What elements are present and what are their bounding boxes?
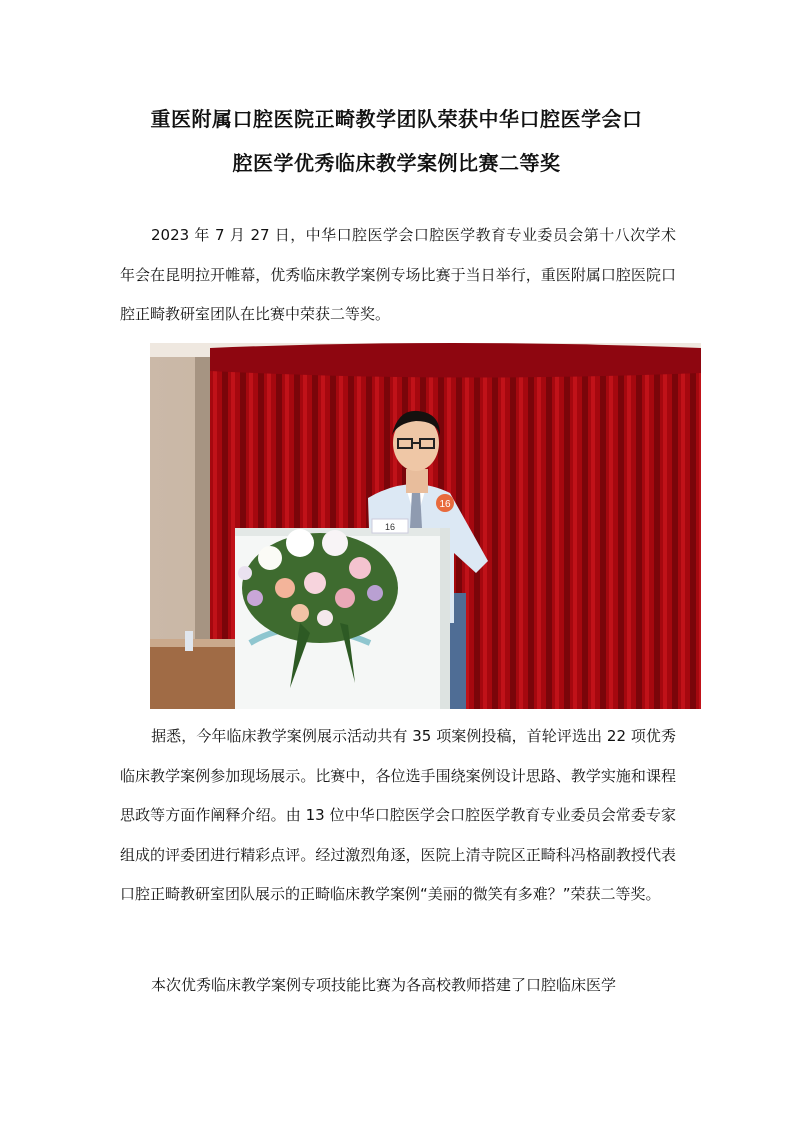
title-line-1: 重医附属口腔医院正畸教学团队荣获中华口腔医学会口 [150,107,643,131]
svg-text:16: 16 [439,499,451,510]
paragraph-3 [120,966,676,1006]
paragraph-2-text: 据悉，今年临床教学案例展示活动共有 35 项案例投稿，首轮评选出 22 项优秀临床教学案例参加现场展示。比赛中，各位选手围绕案例设计思路、教学实施和课程思政等方面作阐释介绍。由 13 位中华口腔医学会口腔医学教育专业委员会常委专家组成的评委团进行精彩点评。经过激烈角逐，医院上清寺院区正畸科冯格副教授代表口腔正畸教研室团队展示的正畸临床教学案例“美丽的微笑有多难？”荣获二等奖。 [120,727,676,903]
number-badge [436,494,454,512]
paragraph-1 [120,216,676,335]
paragraph-3-text: 本次优秀临床教学案例专项技能比赛为各高校教师搭建了口腔临床医学 [151,976,617,994]
paragraph-1-text: 2023 年 7 月 27 日，中华口腔医学会口腔医学教育专业委员会第十八次学术年会在昆明拉开帷幕，优秀临床教学案例专场比赛于当日举行，重医附属口腔医院口腔正畸教研室团队在比赛中荣获二等奖。 [120,226,676,323]
svg-text:16: 16 [384,522,396,532]
article-title [100,97,693,185]
paragraph-2 [120,717,676,915]
title-line-2: 腔医学优秀临床教学案例比赛二等奖 [232,151,561,175]
speaker-photo [150,343,701,709]
